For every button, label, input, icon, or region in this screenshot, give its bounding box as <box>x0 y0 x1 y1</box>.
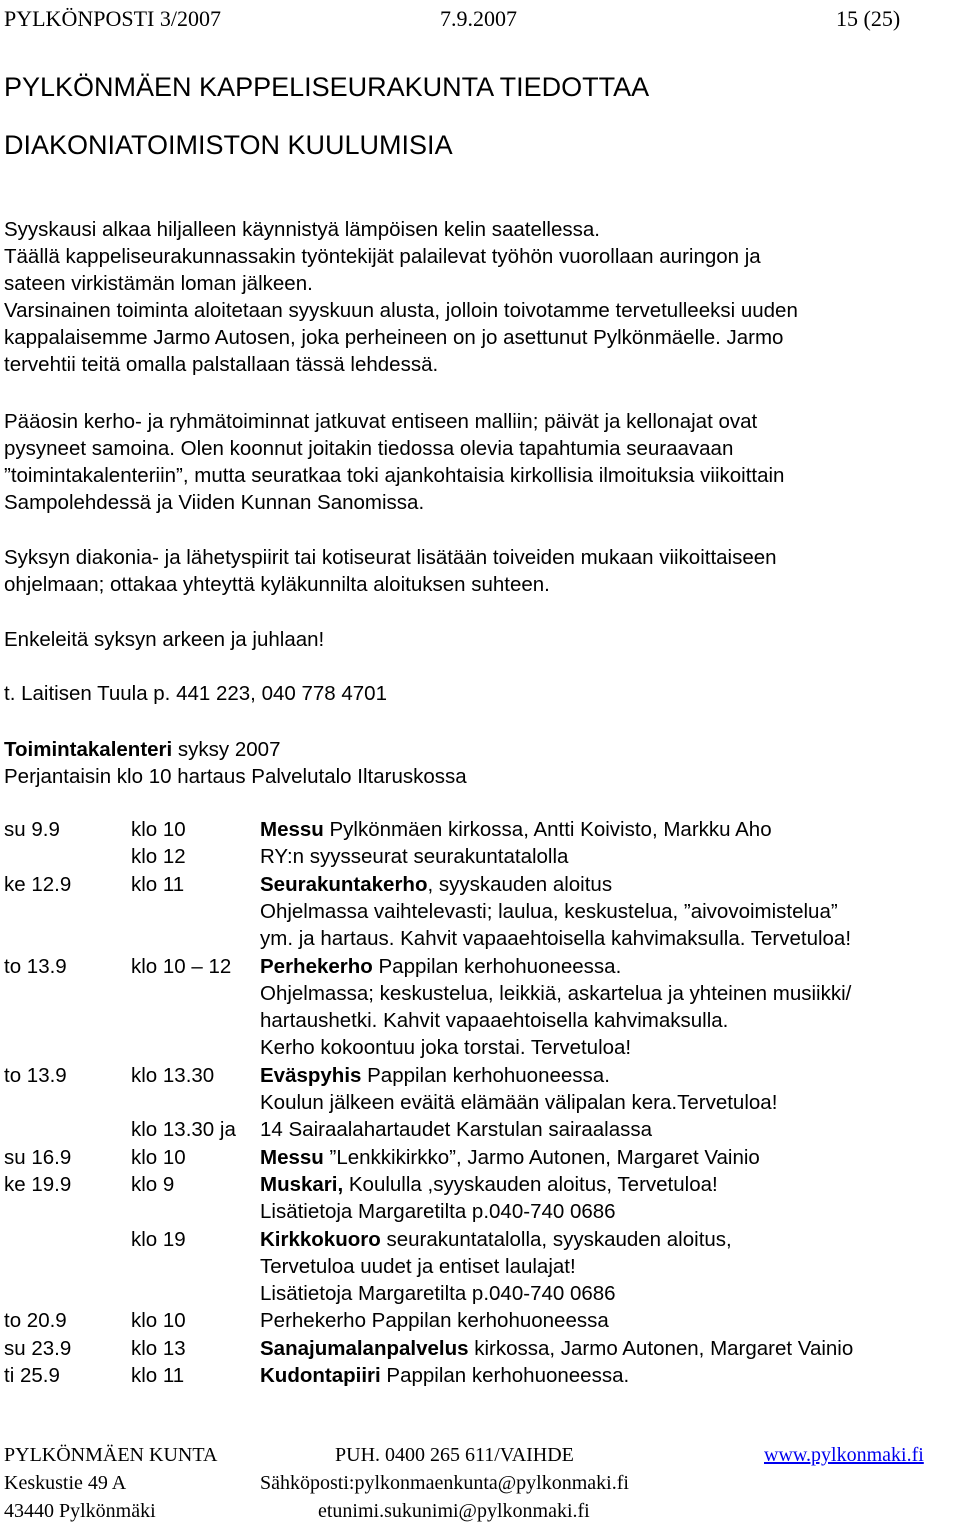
text-line: Syksyn diakonia- ja lähetyspiirit tai kotiseurat lisätään toiveiden mukaan viikoittaiseen <box>4 546 777 569</box>
text-line: Täällä kappeliseurakunnassakin työntekijät palailevat työhön vuorollaan auringon ja <box>4 245 761 268</box>
header-publication: PYLKÖNPOSTI 3/2007 <box>4 6 221 31</box>
calendar-event-details: Perhekerho Pappilan kerhohuoneessa <box>260 1309 609 1333</box>
calendar-description <box>260 1309 609 1333</box>
calendar-time: klo 11 <box>131 1364 185 1387</box>
page-title: PYLKÖNMÄEN KAPPELISEURAKUNTA TIEDOTTAA <box>4 72 650 102</box>
text-line: Varsinainen toiminta aloitetaan syyskuun alusta, jolloin toivotamme tervetulleeksi uuden <box>4 299 798 322</box>
footer-email-format: etunimi.sukunimi@pylkonmaki.fi <box>318 1500 590 1522</box>
calendar-event-name: Messu <box>260 818 324 841</box>
calendar-description <box>260 1364 629 1388</box>
calendar-event-details: ”Lenkkikirkko”, Jarmo Autonen, Margaret Vainio <box>323 1145 760 1169</box>
text-line: ”toimintakalenteriin”, mutta seuratkaa toki ajankohtaisia kirkollisia ilmoituksia viikoittain <box>4 464 785 487</box>
calendar-event-details: hartaushetki. Kahvit vapaaehtoisella kahvimaksulla. <box>260 1009 729 1033</box>
footer-org: PYLKÖNMÄEN KUNTA <box>4 1444 218 1466</box>
calendar-event-details: kirkossa, Jarmo Autonen, Margaret Vainio <box>468 1336 854 1360</box>
calendar-time: klo 13 <box>131 1336 186 1360</box>
calendar-description <box>260 1036 631 1060</box>
calendar-date: ke 12.9 <box>4 872 72 896</box>
calendar-event-details: Ohjelmassa; keskustelua, leikkiä, askartelua ja yhteinen musiikki/ <box>260 981 852 1005</box>
calendar-event-details: Koululla ,syyskauden aloitus, Tervetuloa! <box>343 1172 718 1196</box>
calendar-date: su 23.9 <box>4 1336 72 1360</box>
calendar-event-name: Messu <box>260 1145 324 1169</box>
calendar-event-name: Perhekerho <box>260 954 373 978</box>
calendar-description <box>260 1228 732 1252</box>
calendar-date: su 9.9 <box>4 818 60 841</box>
text-line: Sampolehdessä ja Viiden Kunnan Sanomissa. <box>4 491 425 514</box>
footer-website-link[interactable]: www.pylkonmaki.fi <box>764 1444 924 1466</box>
calendar-event-details: Lisätietoja Margaretilta p.040-740 0686 <box>260 1200 616 1224</box>
calendar-event-details: Koulun jälkeen eväitä elämään välipalan kera.Tervetuloa! <box>260 1091 778 1114</box>
calendar-time: klo 10 <box>131 818 186 841</box>
signature: t. Laitisen Tuula p. 441 223, 040 778 4701 <box>4 682 387 705</box>
text-line: pysyneet samoina. Olen koonnut joitakin tiedossa olevia tapahtumia seuraavaan <box>4 437 734 460</box>
calendar-description <box>260 845 568 869</box>
text-line: Syyskausi alkaa hiljalleen käynnistyä lämpöisen kelin saatellessa. <box>4 218 600 241</box>
calendar-event-name: Kirkkokuoro <box>260 1227 381 1251</box>
text-line: kappalaisemme Jarmo Autosen, joka perheineen on jo asettunut Pylkönmäelle. Jarmo <box>4 326 784 349</box>
calendar-title-rest: syksy 2007 <box>172 738 281 761</box>
calendar-event-details: Pappilan kerhohuoneessa. <box>372 954 622 978</box>
calendar-date: ke 19.9 <box>4 1172 72 1196</box>
calendar-event-details: ym. ja hartaus. Kahvit vapaaehtoisella kahvimaksulla. Tervetuloa! <box>260 927 852 951</box>
calendar-date: ti 25.9 <box>4 1364 60 1387</box>
calendar-time: klo 10 – 12 <box>131 954 232 978</box>
calendar-event-details: seurakuntatalolla, syyskauden aloitus, <box>380 1227 732 1251</box>
calendar-time: klo 19 <box>131 1227 186 1251</box>
calendar-description <box>260 1282 616 1306</box>
calendar-description <box>260 1255 576 1279</box>
calendar-event-name: Kudontapiiri <box>260 1364 381 1387</box>
calendar-event-details: Pappilan kerhohuoneessa. <box>361 1063 610 1087</box>
calendar-event-details: , syyskauden aloitus <box>427 872 613 896</box>
calendar-event-details: Pylkönmäen kirkossa, Antti Koivisto, Markku Aho <box>323 818 772 841</box>
footer-street: Keskustie 49 A <box>4 1472 127 1494</box>
calendar-description <box>260 1009 728 1033</box>
text-line: Pääosin kerho- ja ryhmätoiminnat jatkuvat entiseen malliin; päivät ja kellonajat ovat <box>4 410 758 433</box>
calendar-description <box>260 927 851 951</box>
calendar-date: to 20.9 <box>4 1309 67 1333</box>
calendar-event-details: RY:n syysseurat seurakuntatalolla <box>260 845 569 869</box>
calendar-description <box>260 873 612 897</box>
footer-postal: 43440 Pylkönmäki <box>4 1500 156 1522</box>
calendar-time: klo 12 <box>131 845 186 869</box>
calendar-event-details: Tervetuloa uudet ja entiset laulajat! <box>260 1254 576 1278</box>
calendar-event-details: 14 Sairaalahartaudet Karstulan sairaalassa <box>260 1118 653 1142</box>
calendar-event-name: Sanajumalanpalvelus <box>260 1336 469 1360</box>
calendar-description <box>260 1200 616 1224</box>
calendar-time: klo 13.30 ja <box>131 1118 236 1142</box>
calendar-title <box>4 736 280 763</box>
header-page-number: 15 (25) <box>836 6 901 31</box>
footer-phone: PUH. 0400 265 611/VAIHDE <box>335 1444 574 1466</box>
calendar-description <box>260 1091 777 1115</box>
calendar-description <box>260 900 838 924</box>
calendar-time: klo 13.30 <box>131 1063 215 1087</box>
calendar-event-details: Kerho kokoontuu joka torstai. Tervetuloa! <box>260 1036 632 1060</box>
calendar-time: klo 10 <box>131 1145 186 1169</box>
calendar-time: klo 9 <box>131 1172 175 1196</box>
calendar-time: klo 10 <box>131 1309 186 1333</box>
text-line: sateen virkistämän loman jälkeen. <box>4 272 313 295</box>
calendar-date: to 13.9 <box>4 954 67 978</box>
calendar-description <box>260 955 621 979</box>
calendar-description <box>260 1337 853 1361</box>
greeting: Enkeleitä syksyn arkeen ja juhlaan! <box>4 628 325 651</box>
calendar-description <box>260 1118 652 1142</box>
calendar-date: to 13.9 <box>4 1063 67 1087</box>
text-line: tervehtii teitä omalla palstallaan tässä lehdessä. <box>4 353 439 376</box>
page-subtitle: DIAKONIATOIMISTON KUULUMISIA <box>4 130 453 160</box>
calendar-subtitle: Perjantaisin klo 10 hartaus Palvelutalo Iltaruskossa <box>4 765 467 788</box>
calendar-description <box>260 1064 610 1088</box>
calendar-event-name: Seurakuntakerho <box>260 872 428 896</box>
calendar-date: su 16.9 <box>4 1145 72 1169</box>
calendar-event-details: Lisätietoja Margaretilta p.040-740 0686 <box>260 1282 616 1306</box>
calendar-event-details: Ohjelmassa vaihtelevasti; laulua, keskustelua, ”aivovoimistelua” <box>260 899 838 923</box>
calendar-event-details: Pappilan kerhohuoneessa. <box>380 1364 630 1387</box>
text-line: ohjelmaan; ottakaa yhteyttä kyläkunnilta aloituksen suhteen. <box>4 573 550 596</box>
calendar-event-name: Eväspyhis <box>260 1063 362 1087</box>
calendar-description <box>260 982 851 1006</box>
calendar-time: klo 11 <box>131 872 185 896</box>
header-date: 7.9.2007 <box>440 6 517 31</box>
calendar-description <box>260 1146 760 1170</box>
calendar-event-name: Muskari, <box>260 1172 344 1196</box>
calendar-title-bold: Toimintakalenteri <box>4 738 173 761</box>
calendar-description <box>260 818 772 842</box>
footer-email: Sähköposti:pylkonmaenkunta@pylkonmaki.fi <box>260 1472 629 1494</box>
calendar-description <box>260 1173 718 1197</box>
